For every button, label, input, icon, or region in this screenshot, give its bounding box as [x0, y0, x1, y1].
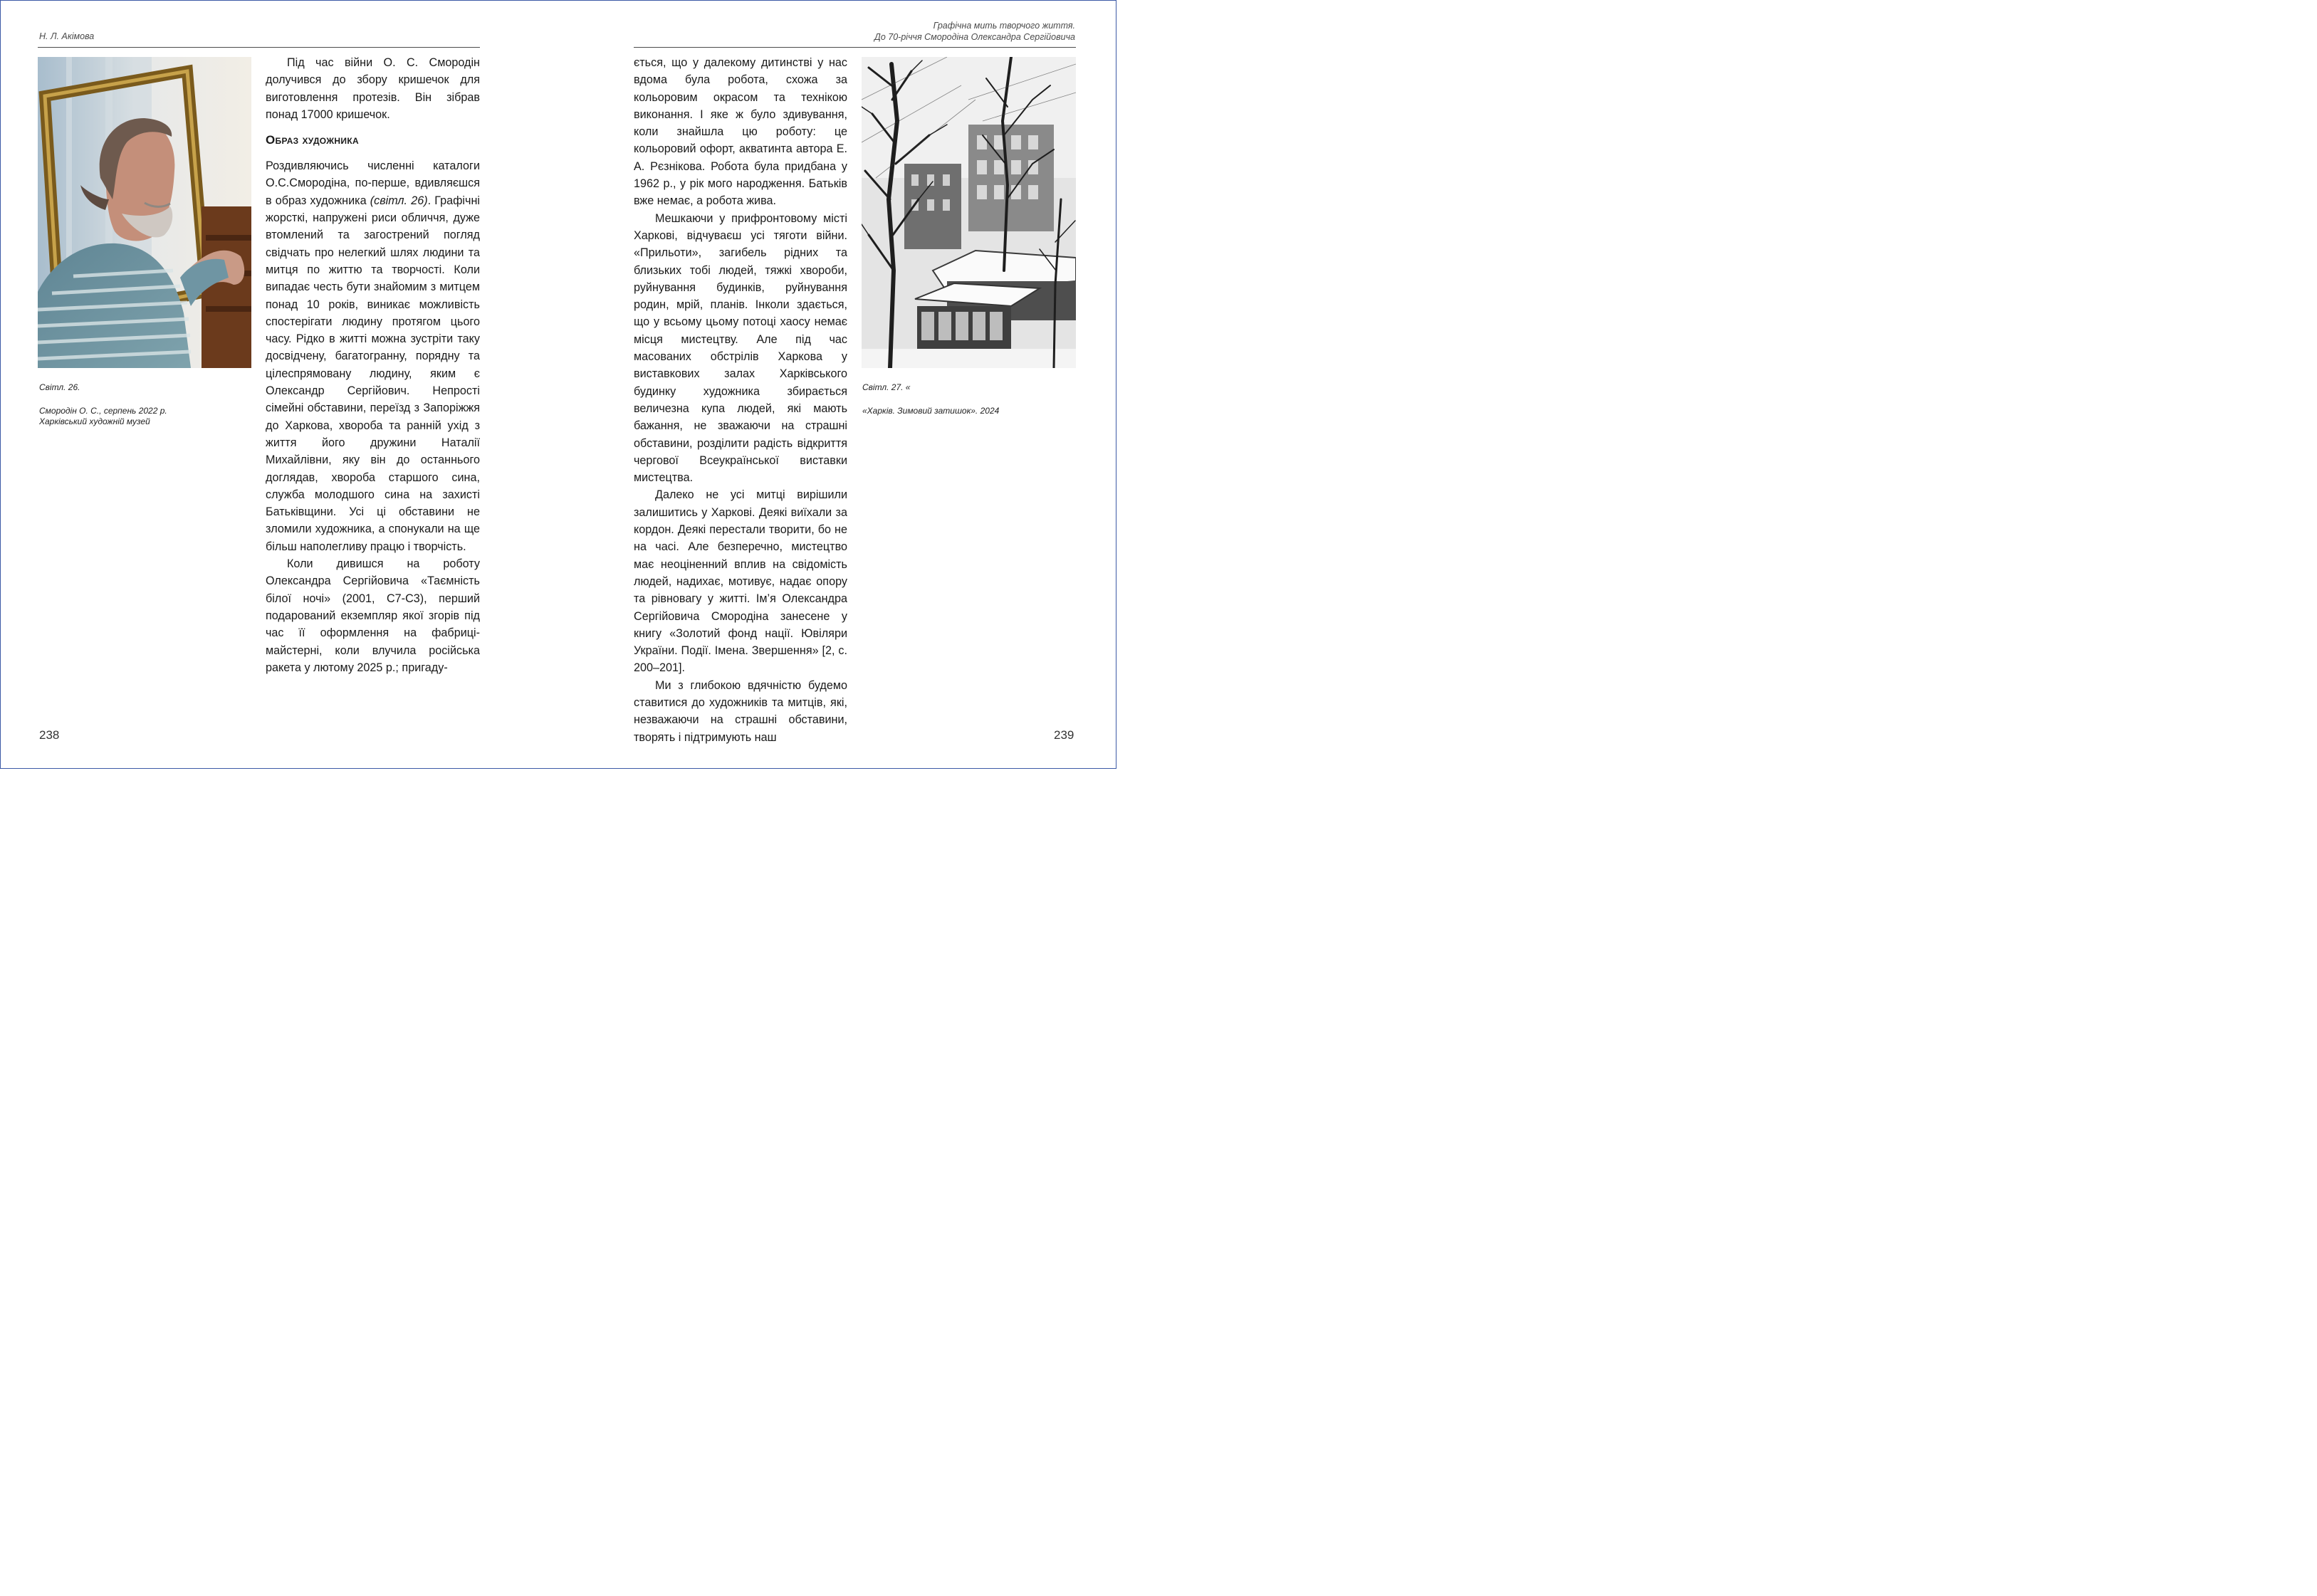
left-paragraph-2: [266, 157, 480, 555]
right-text-column: [634, 54, 847, 746]
running-header-line-1: Графічна мить творчого життя.: [933, 21, 1075, 31]
section-heading: Образ художника: [266, 133, 359, 147]
page-number-left: 238: [39, 728, 60, 742]
photo-caption-line1: Смородін О. С., серпень 2022 р.: [39, 406, 167, 416]
portrait-photo-icon: [38, 57, 251, 368]
running-header-line-2: До 70-річчя Смородіна Олександра Сергійовича: [874, 32, 1075, 42]
page-number-right: 239: [1054, 728, 1074, 742]
artwork-caption-label: Світл. 27. «: [862, 382, 911, 392]
artwork-caption-title: «Харків. Зимовий затишок». 2024: [862, 406, 1000, 416]
right-paragraph-4: Ми з глибокою вдячністю будемо ставитися до художників та митців, які, незважаючи на страшні обставини, творять і підтримують наш: [634, 678, 847, 744]
photo-reference: (світл. 26): [370, 194, 428, 207]
photo-caption-line2: Харківський художній музей: [39, 416, 150, 426]
header-rule-left: [38, 47, 480, 48]
right-paragraph-1: ється, що у далекому дитинстві у нас вдома була робота, схожа за кольоровим окрасом та технікою виконання. І яке ж було здивування, коли знайшла цю роботу: це кольоровий офорт, акватинта автора Е. А. Рєзнікова. Робота була придбана у 1962 р., у рік мого народження. Батьків вже немає, а робота жива.: [634, 56, 847, 208]
left-paragraph-2-part-b: . Графічні жорсткі, напружені риси обличчя, дуже втомлений та загострений погляд свідчать про нелегкий шлях людини та митця по життю та творчості. Коли випадає честь бути знайомим з митцем понад 10 років, виникає можливість спостерігати людину протягом цього часу. Рідко в житті можна зустріти таку досвідчену, багатогранну, порядну та цілеспрямовану людину, яким є Олександр Сергійович. Непрості сімейні обставини, переїзд з Запоріжжя до Харкова, хвороба та ранній ухід з життя його дружини Наталії Михайлівни, яку він до останнього доглядав, хвороба старшого сина, служба молодшого сина на захисті Батьківщини. Усі ці обставини не зломили художника, а спонукали на ще більш наполегливу працю і творчість.: [266, 194, 480, 553]
winter-etching-icon: [862, 57, 1076, 368]
photo-caption-label: Світл. 26.: [39, 382, 80, 392]
header-rule-right: [634, 47, 1076, 48]
right-paragraph-3: Далеко не усі митці вирішили залишитись у Харкові. Деякі виїхали за кордон. Деякі перестали творити, бо не на часі. Але безперечно, мистецтво має неоціненний вплив на свідомість людей, надихає, мотивує, надає опору та рівновагу у житті. Ім’я Олександра Сергійовича Смородіна занесене у книгу «Золотий фонд нації. Ювіляри України. Події. Імена. Звершення» [2, с. 200–201].: [634, 488, 847, 675]
right-paragraph-2: Мешкаючи у прифронтовому місті Харкові, відчуваєш усі тяготи війни. «Прильоти», загибель рідних та близьких тобі людей, тяжкі хвороби, руйнування будинків, руйнування родин, мрій, планів. Інколи здається, що у всьому цьому потоці хаосу немає місця мистецтву. Але під час масованих обстрілів Харкова у виставкових залах Харківського будинку художника збирається величезна купа людей, які мають бажання, не зважаючи на страшні обставини, розділити радість відкриття чергової Всеукраїнської виставки мистецтва.: [634, 211, 847, 485]
left-paragraph-1: Під час війни О. С. Смородін долучився до збору кришечок для виготовлення протезів. Він зібрав понад 17000 кришечок.: [266, 56, 480, 121]
left-paragraph-2-part-a: Роздивляючись численні каталоги О.С.Смородіна, по-перше, вдивляєшся в образ художника: [266, 159, 480, 207]
left-text-column: [266, 54, 480, 676]
running-header-title: [874, 20, 1075, 43]
left-paragraph-3: Коли дивишся на роботу Олександра Сергійовича «Таємність білої ночі» (2001, С7-С3), перший подарований екземпляр якої згорів під час її оформлення на фабриці-майстерні, коли влучила російська ракета у лютому 2025 р.; пригаду-: [266, 557, 480, 674]
running-header-author: Н. Л. Акімова: [39, 31, 95, 41]
